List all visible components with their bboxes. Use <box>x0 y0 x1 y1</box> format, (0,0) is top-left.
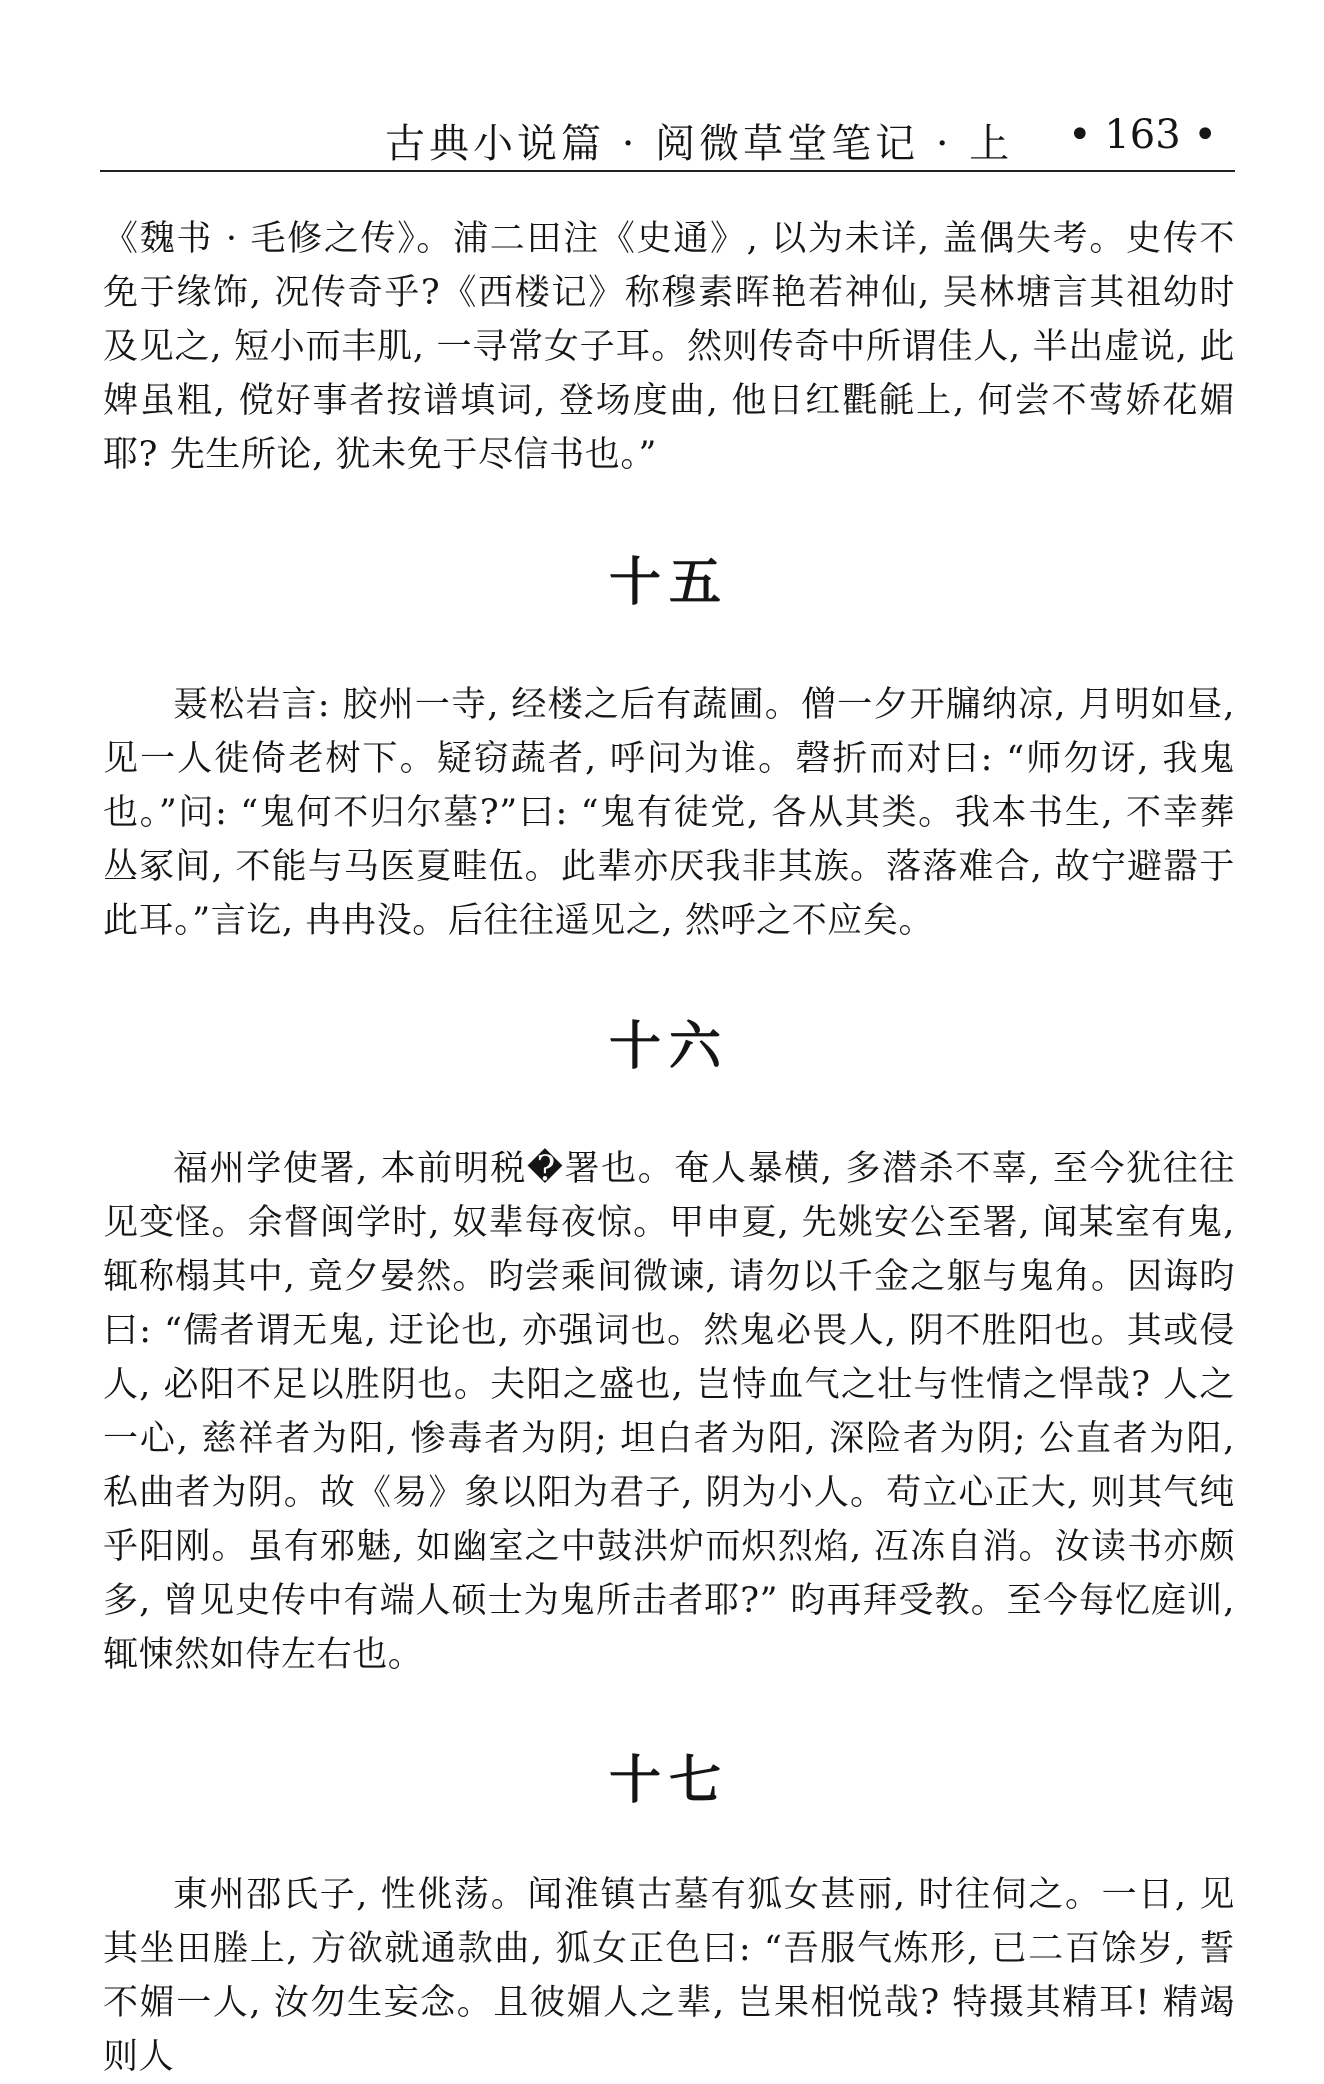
section-heading-17: 十七 <box>608 1750 729 1811</box>
page-number: • 163 • <box>1068 112 1217 158</box>
page-body <box>103 212 1235 2084</box>
section-heading-16: 十六 <box>608 1016 729 1077</box>
section-16-paragraph: 福州学使署, 本前明税�署也。奄人暴横, 多潜杀不辜, 至今犹往往见变怪。余督闽学时, 奴辈每夜惊。甲申夏, 先姚安公至署, 闻某室有鬼, 辄称榻其中, 竟夕晏然。昀尝乘间微谏, 请勿以千金之躯与鬼角。因诲昀曰: “儒者谓无鬼, 迂论也, 亦强词也。然鬼必畏人, 阴不胜阳也。其或侵人, 必阳不足以胜阴也。夫阳之盛也, 岂恃血气之壮与性情之悍哉? 人之一心, 慈祥者为阳, 惨毒者为阴; 坦白者为阳, 深险者为阴; 公直者为阳, 私曲者为阴。故《易》象以阳为君子, 阴为小人。苟立心正大, 则其气纯乎阳刚。虽有邪魅, 如幽室之中鼓洪炉而炽烈焰, 冱冻自消。汝读书亦颇多, 曾见史传中有端人硕士为鬼所击者耶?” 昀再拜受教。至今每忆庭训, 辄悚然如侍左右也。 <box>103 1149 1235 1675</box>
section-heading-15: 十五 <box>608 552 729 613</box>
section-15-paragraph: 聂松岩言: 胶州一寺, 经楼之后有蔬圃。僧一夕开牖纳凉, 月明如昼, 见一人徙倚老树下。疑窃蔬者, 呼问为谁。磬折而对曰: “师勿讶, 我鬼也。”问: “鬼何不归尔墓?”曰: “鬼有徒党, 各从其类。我本书生, 不幸葬丛冢间, 不能与马医夏畦伍。此辈亦厌我非其族。落落难合, 故宁避嚣于此耳。”言讫, 冉冉没。后往往遥见之, 然呼之不应矣。 <box>103 685 1235 941</box>
header-title: 古典小说篇 · 阅微草堂笔记 · 上 <box>385 121 1014 167</box>
running-header <box>100 100 1235 172</box>
section-17-paragraph: 東州邵氏子, 性佻荡。闻淮镇古墓有狐女甚丽, 时往伺之。一日, 见其坐田塍上, 方欲就通款曲, 狐女正色曰: “吾服气炼形, 已二百馀岁, 誓不媚一人, 汝勿生妄念。且彼媚人之辈, 岂果相悦哉? 特摄其精耳! 精竭则人 <box>103 1875 1235 2077</box>
continuation-paragraph: 《魏书 · 毛修之传》。浦二田注《史通》, 以为未详, 盖偶失考。史传不免于缘饰, 况传奇乎?《西楼记》称穆素晖艳若神仙, 吴林塘言其祖幼时及见之, 短小而丰肌, 一寻常女子耳。然则传奇中所谓佳人, 半出虚说, 此婢虽粗, 傥好事者按谱填词, 登场度曲, 他日红氍毹上, 何尝不莺娇花媚耶? 先生所论, 犹未免于尽信书也。” <box>103 219 1235 475</box>
